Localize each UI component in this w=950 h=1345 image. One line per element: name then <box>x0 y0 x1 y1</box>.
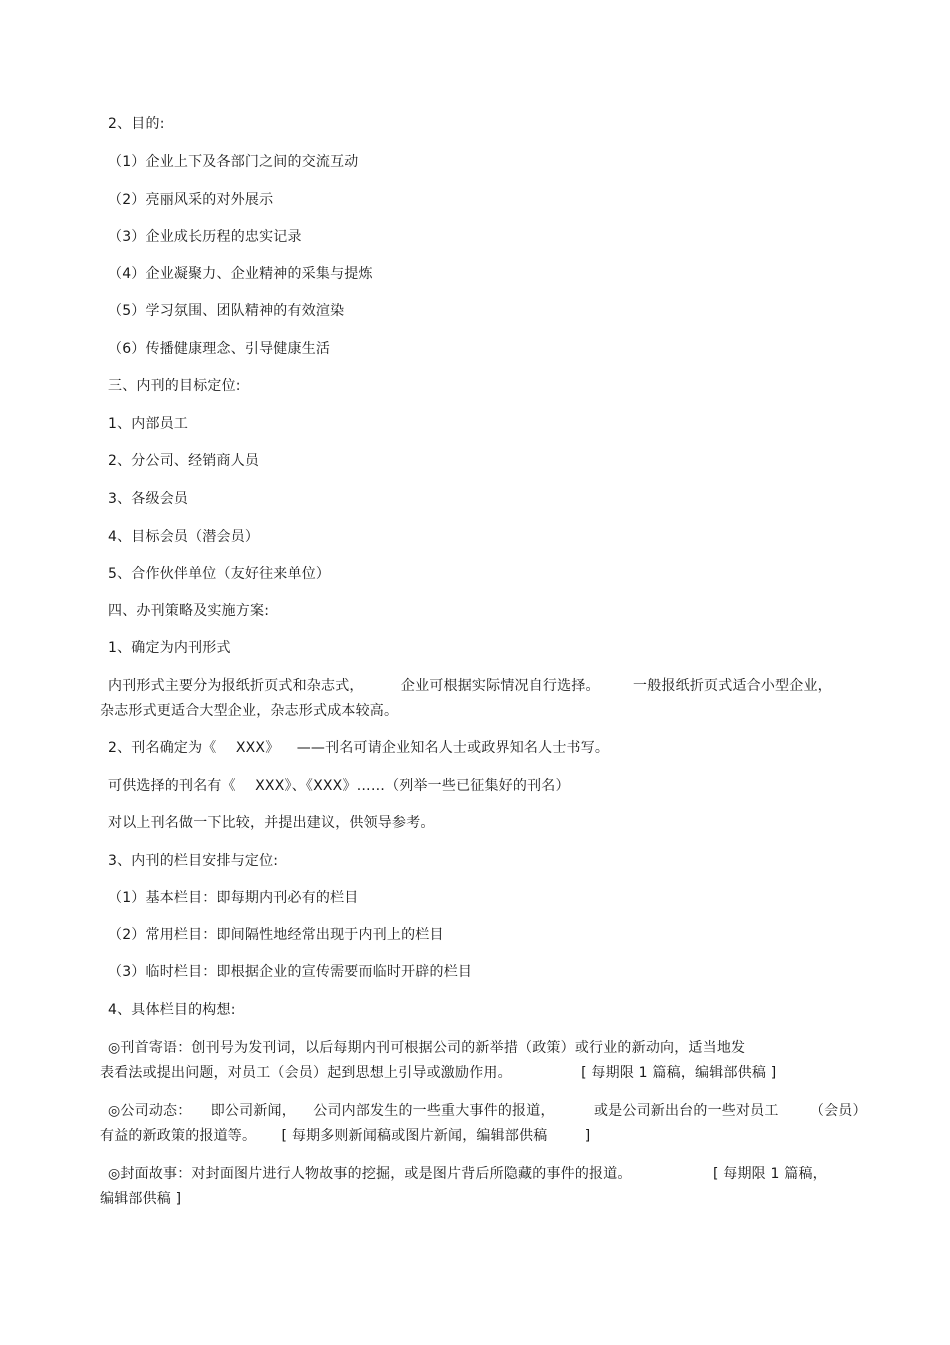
target-item: 4、目标会员（潜会员） <box>108 529 260 545</box>
paragraph-part: （会员） <box>809 1103 867 1119</box>
paragraph-part: ] <box>584 1128 591 1144</box>
column-item: （2）常用栏目：即间隔性地经常出现于内刊上的栏目 <box>108 927 444 943</box>
paragraph-part: 或是公司新出台的一些对员工 <box>593 1103 779 1119</box>
purpose-item: （6）传播健康理念、引导健康生活 <box>108 341 331 357</box>
name-heading-part: 2、刊名确定为《 <box>108 740 217 756</box>
name-heading-part: ——刊名可请企业知名人士或政界知名人士书写。 <box>296 740 610 756</box>
purpose-heading: 2、目的: <box>108 116 165 132</box>
form-text-part: 一般报纸折页式适合小型企业， <box>633 678 832 694</box>
target-item: 1、内部员工 <box>108 416 189 432</box>
purpose-item: （4）企业凝聚力、企业精神的采集与提炼 <box>108 266 373 282</box>
form-text-part: 企业可根据实际情况自行选择。 <box>400 678 600 694</box>
target-item: 2、分公司、经销商人员 <box>108 453 260 469</box>
form-text-part: 内刊形式主要分为报纸折页式和杂志式， <box>108 678 364 694</box>
name-options-part: XXX》、《XXX》……（列举一些已征集好的刊名） <box>255 778 570 794</box>
paragraph-fengmian-line2: 编辑部供稿 ] <box>100 1191 182 1207</box>
strategy-heading: 四、办刊策略及实施方案: <box>108 603 270 619</box>
paragraph-fengmian-line1 <box>108 1164 827 1184</box>
form-heading: 1、确定为内刊形式 <box>108 640 231 656</box>
paragraph-dongtai-line2 <box>100 1126 590 1146</box>
paragraph-part: 表看法或提出问题，对员工（会员）起到思想上引导或激励作用。 <box>100 1065 512 1081</box>
column-item: （1）基本栏目：即每期内刊必有的栏目 <box>108 890 359 906</box>
purpose-item: （2）亮丽风采的对外展示 <box>108 192 274 208</box>
paragraph-part: [ 每期限 1 篇稿， <box>712 1166 827 1182</box>
column-heading: 3、内刊的栏目安排与定位: <box>108 853 279 869</box>
form-text-line2: 杂志形式更适合大型企业，杂志形式成本较高。 <box>100 703 399 719</box>
form-text-line1 <box>108 676 832 696</box>
paragraph-part: [ 每期限 1 篇稿，编辑部供稿 ] <box>581 1065 777 1081</box>
column-item: （3）临时栏目：即根据企业的宣传需要而临时开辟的栏目 <box>108 964 473 980</box>
paragraph-part: ◎公司动态： <box>108 1103 192 1119</box>
paragraph-part: 即公司新闻， <box>210 1103 296 1119</box>
paragraph-dongtai-line1 <box>108 1101 867 1121</box>
target-item: 3、各级会员 <box>108 491 189 507</box>
paragraph-part: [ 每期多则新闻稿或图片新闻，编辑部供稿 <box>281 1128 548 1144</box>
paragraph-part: 公司内部发生的一些重大事件的报道， <box>313 1103 555 1119</box>
purpose-item: （1）企业上下及各部门之间的交流互动 <box>108 154 359 170</box>
concept-heading: 4、具体栏目的构想: <box>108 1002 236 1018</box>
name-compare: 对以上刊名做一下比较，并提出建议，供领导参考。 <box>108 815 435 831</box>
name-heading <box>108 738 609 758</box>
target-item: 5、合作伙伴单位（友好往来单位） <box>108 566 331 582</box>
target-heading: 三、内刊的目标定位: <box>108 378 241 394</box>
name-options-part: 可供选择的刊名有《 <box>108 778 236 794</box>
paragraph-kanshou-line2 <box>100 1063 776 1083</box>
paragraph-part: ◎封面故事：对封面图片进行人物故事的挖掘，或是图片背后所隐藏的事件的报道。 <box>108 1166 632 1182</box>
purpose-item: （3）企业成长历程的忠实记录 <box>108 229 302 245</box>
name-heading-part: XXX》 <box>235 740 280 756</box>
name-options <box>108 776 570 796</box>
paragraph-part: 有益的新政策的报道等。 <box>100 1128 257 1144</box>
paragraph-kanshou-line1: ◎刊首寄语：创刊号为发刊词，以后每期内刊可根据公司的新举措（政策）或行业的新动向，适当地发 <box>108 1040 746 1056</box>
purpose-item: （5）学习氛围、团队精神的有效渲染 <box>108 303 345 319</box>
